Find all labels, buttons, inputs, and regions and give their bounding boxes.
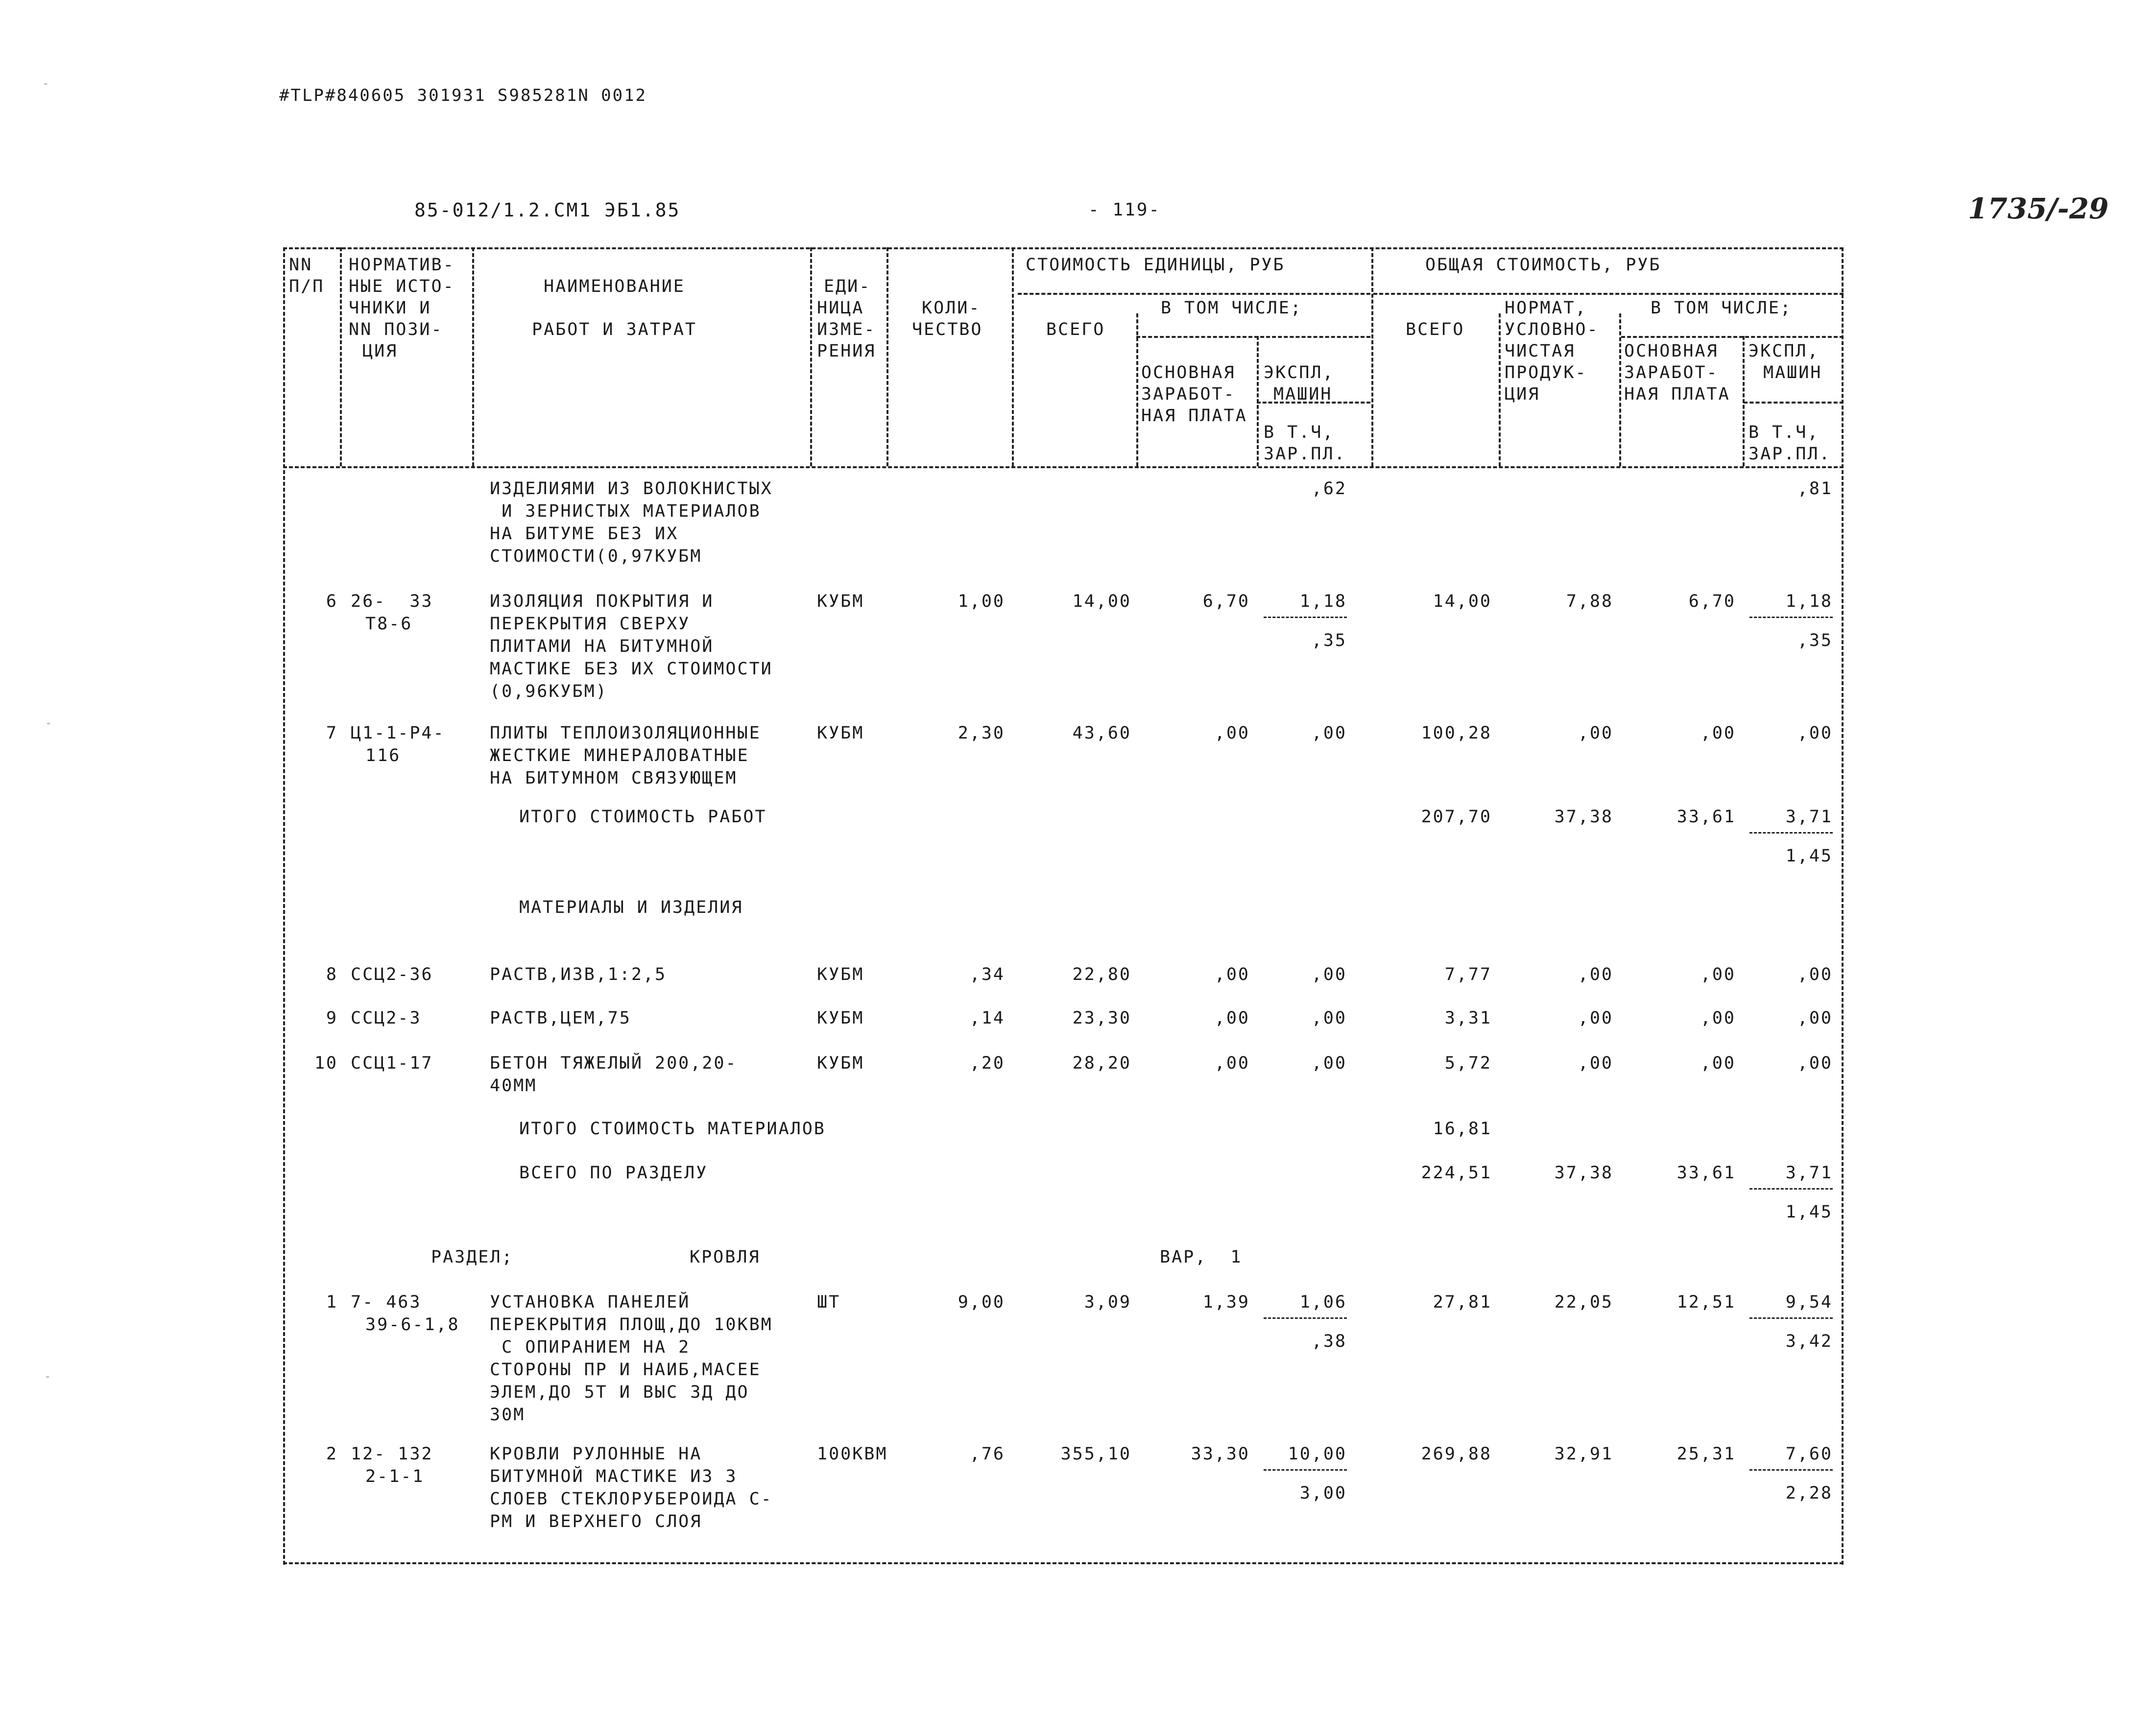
header-total-zp-1: ОСНОВНАЯ [1624,341,1719,361]
row-name: НА БИТУМЕ БЕЗ ИХ [490,524,679,544]
row-number: 2 [326,1444,338,1464]
row-number: 10 [314,1053,338,1073]
row-quantity: ,20 [969,1053,1005,1073]
col-divider-unit-group [1371,247,1373,466]
row-total: 3,31 [1444,1008,1492,1028]
row-total: 100,28 [1421,723,1492,743]
row-total-machine: 7,60 [1785,1444,1833,1464]
col-divider-total [1499,313,1501,466]
col-divider-norm [472,247,474,466]
header-unit-ekspl-1: ЭКСПЛ, [1264,363,1335,382]
header-qty-2: ЧЕСТВО [912,320,983,339]
row-net-production: ,00 [1578,1008,1613,1028]
row-unit-wage: ,00 [1214,723,1250,743]
header-unit-ekspl-2: МАШИН [1273,384,1333,404]
scan-speck [46,1376,49,1378]
header-unit-3: ИЗМЕ- [817,320,876,339]
header-norm-4: NN ПОЗИ- [349,320,443,339]
row-name: РМ И ВЕРХНЕГО СЛОЯ [490,1512,702,1531]
row-total-machine-divider [1749,1469,1833,1471]
col-divider-name [810,247,812,466]
row-unit-wage: 6,70 [1202,592,1250,611]
header-unit-vtom: В ТОМ ЧИСЛЕ; [1161,298,1302,318]
row-total: 224,51 [1421,1163,1492,1183]
row-name: ЖЕСТКИЕ МИНЕРАЛОВАТНЫЕ [490,746,749,765]
row-number: 9 [326,1008,338,1028]
row-name: ПЕРЕКРЫТИЯ ПЛОЩ,ДО 10КВМ [490,1315,773,1335]
row-summary-label: ИТОГО СТОИМОСТЬ РАБОТ [519,807,767,827]
col-divider-unit [886,247,888,466]
scan-speck [44,83,47,85]
header-name-2: РАБОТ И ЗАТРАТ [532,320,697,339]
row-unit-price: 14,00 [1072,592,1131,611]
col-divider-zp [1257,336,1259,466]
row-total: 27,81 [1433,1292,1492,1312]
document-code: #TLP#840605 301931 S985281N 0012 [279,86,647,105]
row-name: 40ММ [490,1076,537,1096]
row-total-machine: 3,71 [1785,807,1833,827]
unit-vtom-line [1136,336,1370,338]
header-unit-zp-3: НАЯ ПЛАТА [1141,406,1247,426]
page-number: - 119- [1088,200,1161,220]
row-summary-label: МАТЕРИАЛЫ И ИЗДЕЛИЯ [519,898,743,917]
row-net-production: 22,05 [1554,1292,1613,1312]
header-unit-vsego: ВСЕГО [1046,320,1105,339]
row-name: НА БИТУМНОМ СВЯЗУЮЩЕМ [490,768,738,788]
row-total-wage: ,00 [1700,1008,1736,1028]
header-total-zp-3: НАЯ ПЛАТА [1624,384,1730,404]
header-unit-zp-2: ЗАРАБОТ- [1141,384,1236,404]
row-total-wage: 33,61 [1677,807,1736,827]
row-total-wage: 6,70 [1688,592,1736,611]
row-quantity: ,34 [969,965,1005,984]
header-total-vsego: ВСЕГО [1406,320,1465,339]
row-norm-source: 2-1-1 [365,1467,425,1486]
row-name: СЛОЕВ СТЕКЛОРУБЕРОИДА С- [490,1489,773,1509]
row-total-machine: ,00 [1797,965,1833,984]
total-cost-group-line [1373,293,1844,295]
table-top-border [283,247,1844,249]
row-name: ИЗОЛЯЦИЯ ПОКРЫТИЯ И [490,592,714,611]
header-norm-1: НОРМАТИВ- [349,255,455,275]
row-name: ПЕРЕКРЫТИЯ СВЕРХУ [490,614,691,634]
header-total-norm-2: УСЛОВНО- [1505,320,1599,339]
header-total-vtom: В ТОМ ЧИСЛЕ; [1651,298,1792,318]
row-name: 30М [490,1405,526,1425]
row-total-machine: ,00 [1797,1053,1833,1073]
col-divider-price [1136,313,1138,466]
row-norm-source: Ц1-1-Р4- [351,723,445,743]
row-name: С ОПИРАНИЕМ НА 2 [490,1337,691,1357]
row-unit-machine-divider [1264,1317,1347,1319]
row-unit-machine: ,00 [1311,723,1347,743]
row-net-production: 37,38 [1554,1163,1613,1183]
handwritten-note: 1735/-29 [1968,192,2109,225]
row-norm-source: T8-6 [365,614,413,634]
row-number: 1 [326,1292,338,1312]
row-unit-machine-divider [1264,617,1347,618]
row-unit: 100КВМ [817,1444,888,1464]
row-name: КРОВЛИ РУЛОННЫЕ НА [490,1444,702,1464]
row-total: 207,70 [1421,807,1492,827]
row-total-machine-wage: 3,42 [1785,1332,1833,1351]
row-total-machine: 1,18 [1785,592,1833,611]
header-total-ekspl-2: МАШИН [1763,363,1822,382]
row-total-machine: 3,71 [1785,1163,1833,1183]
row-number: 7 [326,723,338,743]
row-norm-source: 7- 463 [351,1292,422,1312]
row-norm-source: ССЦ2-3 [351,1008,422,1028]
col-divider-qty [1012,247,1014,466]
row-name: ИЗДЕЛИЯМИ ИЗ ВОЛОКНИСТЫХ [490,479,773,499]
row-unit-machine: 1,18 [1299,592,1347,611]
row-quantity: ,14 [969,1008,1005,1028]
row-unit-machine-divider [1264,1469,1347,1471]
row-total: 7,77 [1444,965,1492,984]
row-total-machine: ,00 [1797,723,1833,743]
row-net-production: ,00 [1578,723,1613,743]
unit-cost-group-line [1018,293,1370,295]
row-name: УСТАНОВКА ПАНЕЛЕЙ [490,1292,691,1312]
row-unit-price: 28,20 [1072,1053,1131,1073]
row-name: ЭЛЕМ,ДО 5Т И ВЫС ЗД ДО [490,1383,749,1402]
row-net-production: ,00 [1578,965,1613,984]
row-total: 16,81 [1433,1119,1492,1139]
row-unit-machine: ,62 [1311,479,1347,499]
row-quantity: 2,30 [958,723,1005,743]
header-unit-4: РЕНИЯ [817,341,876,361]
row-total: 5,72 [1444,1053,1492,1073]
row-unit-machine: ,00 [1311,965,1347,984]
row-unit-wage: 33,30 [1191,1444,1250,1464]
header-total-norm-4: ПРОДУК- [1505,363,1587,382]
row-unit-price: 23,30 [1072,1008,1131,1028]
row-name: (0,96КУБМ) [490,682,608,701]
header-total-zp-2: ЗАРАБОТ- [1624,363,1719,382]
row-total-wage: ,00 [1700,723,1736,743]
total-vtom-line [1621,336,1844,338]
row-number: 6 [326,592,338,611]
row-norm-source: 26- 33 [351,592,433,611]
row-net-production: ,00 [1578,1053,1613,1073]
row-norm-source: ССЦ1-17 [351,1053,433,1073]
row-quantity: 1,00 [958,592,1005,611]
row-total-wage: 33,61 [1677,1163,1736,1183]
row-unit-price: 43,60 [1072,723,1131,743]
header-nn-1: NN [289,255,313,275]
document-subtitle: 85-012/1.2.СМ1 ЭБ1.85 [414,199,681,221]
row-name: СТОИМОСТИ(0,97КУБМ [490,547,702,566]
row-net-production: 37,38 [1554,807,1613,827]
row-unit: КУБМ [817,1008,864,1028]
col-divider-total-zp [1743,336,1745,466]
row-total-wage: ,00 [1700,965,1736,984]
row-unit-machine-wage: 3,00 [1299,1483,1347,1503]
row-total-wage: ,00 [1700,1053,1736,1073]
row-total-machine-wage: 2,28 [1785,1483,1833,1503]
header-norm-2: НЫЕ ИСТО- [349,277,455,296]
row-total-machine: ,00 [1797,1008,1833,1028]
row-name: И ЗЕРНИСТЫХ МАТЕРИАЛОВ [490,501,761,521]
row-norm-source: 39-6-1,8 [365,1315,460,1335]
row-name: РАСТВ,ИЗВ,1:2,5 [490,965,667,984]
header-unit-vtch-2: ЗАР.ПЛ. [1264,444,1346,464]
row-name: МАСТИКЕ БЕЗ ИХ СТОИМОСТИ [490,659,773,679]
row-name: ПЛИТАМИ НА БИТУМНОЙ [490,637,714,656]
header-total-vtch-2: ЗАР.ПЛ. [1749,444,1831,464]
header-total-cost-group: ОБЩАЯ СТОИМОСТЬ, РУБ [1425,255,1661,275]
row-norm-source: 12- 132 [351,1444,433,1464]
row-unit-machine-wage: ,38 [1311,1332,1347,1351]
row-quantity: ,76 [969,1444,1005,1464]
row-summary-label: ВСЕГО ПО РАЗДЕЛУ [519,1163,708,1183]
row-unit-wage: ,00 [1214,1053,1250,1073]
header-total-norm-3: ЧИСТАЯ [1505,341,1576,361]
col-divider-nn [340,247,342,466]
scan-speck [47,723,50,724]
total-ekspl-line [1744,402,1844,404]
row-net-production: 7,88 [1566,592,1613,611]
row-total-machine-wage: 1,45 [1785,846,1833,866]
row-unit-wage: ,00 [1214,1008,1250,1028]
row-number: 8 [326,965,338,984]
row-unit: ШТ [817,1292,841,1312]
row-norm-source: 116 [365,746,401,765]
row-unit-price: 355,10 [1060,1444,1131,1464]
row-name: БЕТОН ТЯЖЕЛЫЙ 200,20- [490,1053,738,1073]
row-unit-price: 3,09 [1084,1292,1131,1312]
row-summary-label: ИТОГО СТОИМОСТЬ МАТЕРИАЛОВ [519,1119,826,1139]
row-unit-wage: ,00 [1214,965,1250,984]
header-total-vtch-1: В Т.Ч, [1749,423,1820,442]
table-right-border [1842,247,1844,1565]
row-unit: КУБМ [817,965,864,984]
row-name: СТОРОНЫ ПР И НАИБ,МАСЕЕ [490,1360,761,1380]
header-unit-2: НИЦА [817,298,864,318]
header-unit-1: ЕДИ- [824,277,871,296]
row-unit-machine: ,00 [1311,1053,1347,1073]
row-norm-source: ССЦ2-36 [351,965,433,984]
row-name: ПЛИТЫ ТЕПЛОИЗОЛЯЦИОННЫЕ [490,723,761,743]
row-quantity: 9,00 [958,1292,1005,1312]
header-total-norm-5: ЦИЯ [1505,384,1540,404]
header-unit-zp-1: ОСНОВНАЯ [1141,363,1236,382]
row-name: РАСТВ,ЦЕМ,75 [490,1008,631,1028]
header-bottom-border [283,466,1844,468]
row-total-machine-divider [1749,832,1833,834]
row-total-wage: 25,31 [1677,1444,1736,1464]
header-unit-cost-group: СТОИМОСТЬ ЕДИНИЦЫ, РУБ [1026,255,1285,275]
row-total-machine-wage: 1,45 [1785,1202,1833,1222]
row-total-machine: ,81 [1797,479,1833,499]
header-norm-5: ЦИЯ [362,341,398,361]
section-variant: ВАР, 1 [1160,1247,1243,1267]
row-total: 14,00 [1433,592,1492,611]
col-divider-norm-prod [1619,313,1621,466]
row-unit-price: 22,80 [1072,965,1131,984]
header-unit-vtch-1: В Т.Ч, [1264,423,1335,442]
header-total-ekspl-1: ЭКСПЛ, [1749,341,1820,361]
header-total-norm-1: НОРМАТ, [1505,298,1587,318]
row-unit-machine: 1,06 [1299,1292,1347,1312]
row-unit-machine: ,00 [1311,1008,1347,1028]
row-unit-machine-wage: ,35 [1311,631,1347,650]
row-unit: КУБМ [817,592,864,611]
row-unit-machine: 10,00 [1288,1444,1347,1464]
header-norm-3: ЧНИКИ И [349,298,431,318]
row-net-production: 32,91 [1554,1444,1613,1464]
table-bottom-border [283,1562,1844,1564]
section-label: РАЗДЕЛ; [431,1247,514,1267]
row-total-machine-divider [1749,617,1833,618]
row-total-machine-divider [1749,1188,1833,1190]
row-total-wage: 12,51 [1677,1292,1736,1312]
row-name: БИТУМНОЙ МАСТИКЕ ИЗ 3 [490,1467,738,1486]
header-qty-1: КОЛИ- [922,298,981,318]
row-unit: КУБМ [817,723,864,743]
row-total-machine-wage: ,35 [1797,631,1833,650]
row-unit: КУБМ [817,1053,864,1073]
table-left-border [283,247,285,1565]
row-total-machine: 9,54 [1785,1292,1833,1312]
header-name-1: НАИМЕНОВАНИЕ [544,277,685,296]
section-name: КРОВЛЯ [690,1247,761,1267]
row-total-machine-divider [1749,1317,1833,1319]
row-total: 269,88 [1421,1444,1492,1464]
row-unit-wage: 1,39 [1202,1292,1250,1312]
header-nn-2: П/П [289,277,325,296]
